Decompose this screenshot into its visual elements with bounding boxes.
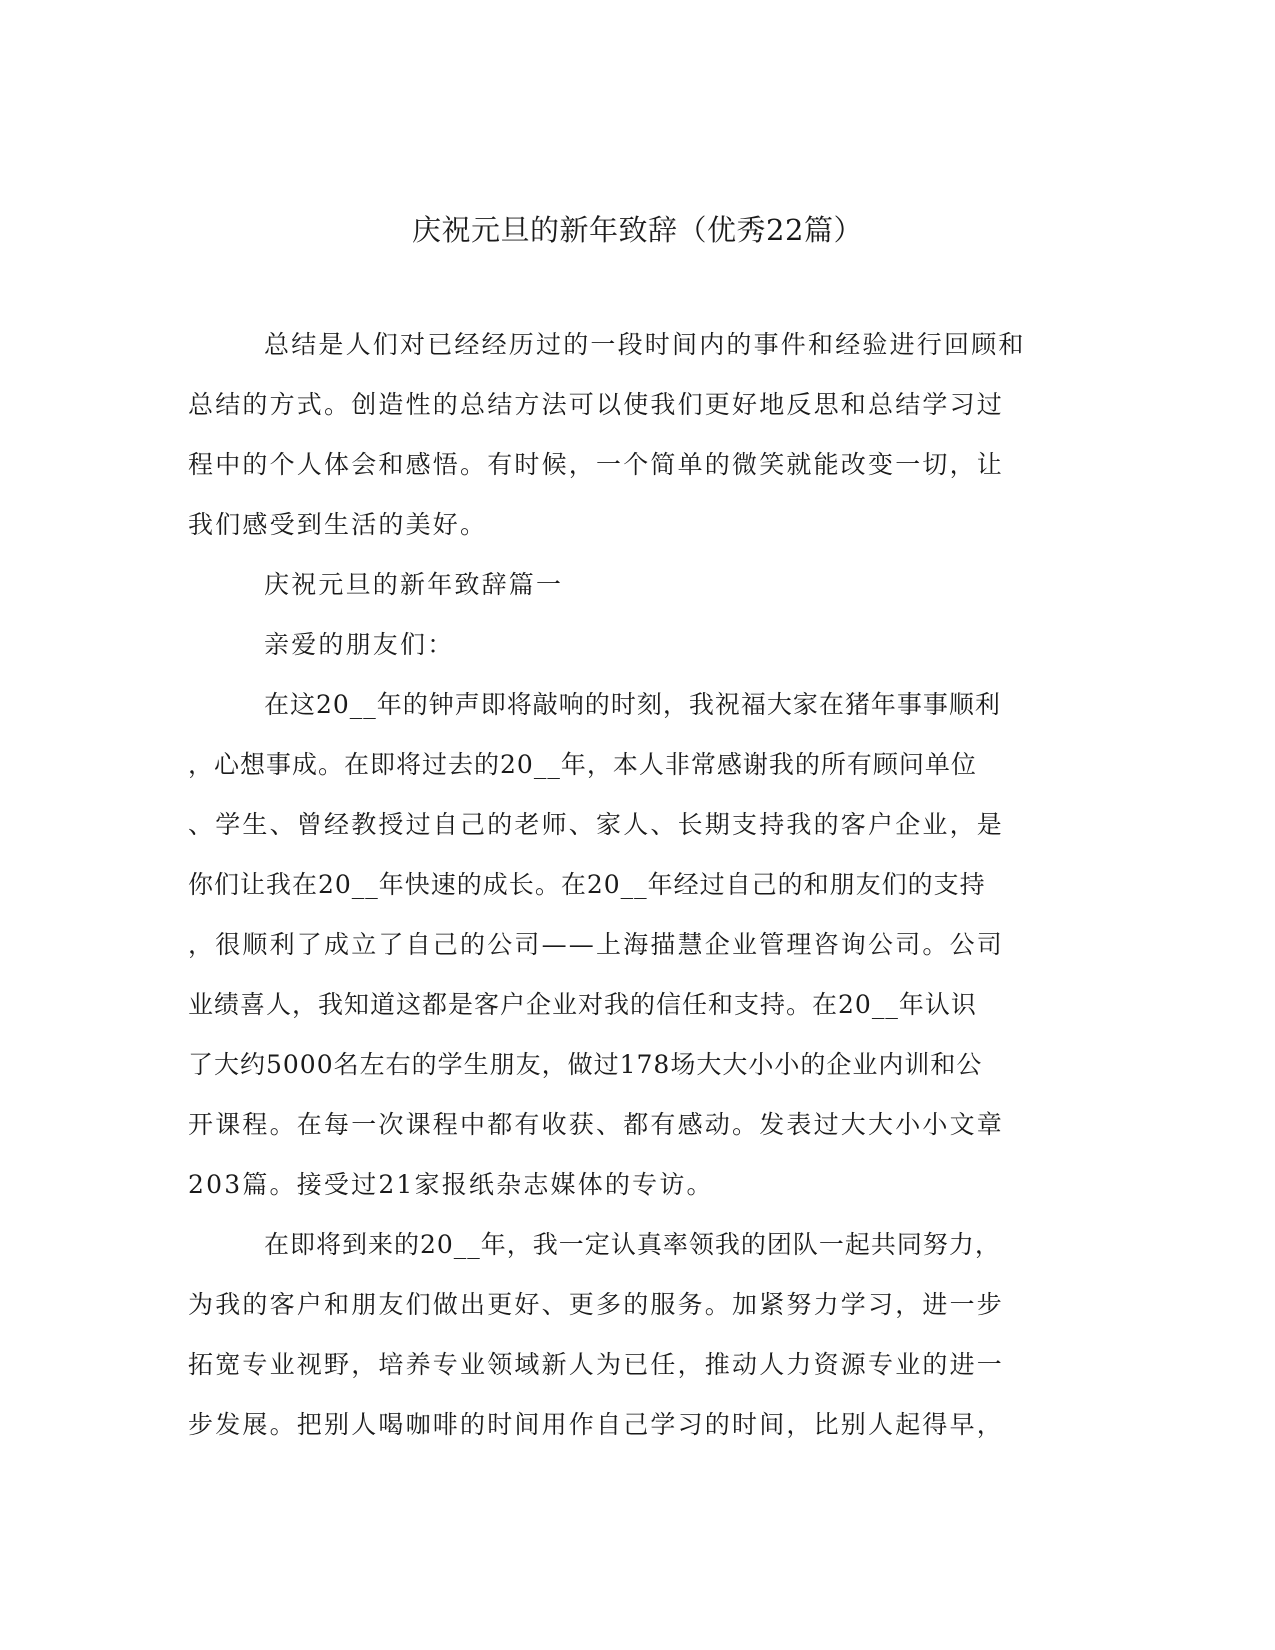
- paragraph-line: 步发展。把别人喝咖啡的时间用作自己学习的时间，比别人起得早，: [188, 1410, 1005, 1439]
- document-body: [188, 325, 1088, 1465]
- paragraph-line: 我们感受到生活的美好。: [188, 510, 488, 539]
- section-heading: 庆祝元旦的新年致辞篇一: [264, 570, 564, 599]
- document-title: 庆祝元旦的新年致辞（优秀22篇）: [412, 213, 863, 247]
- paragraph-line: 总结的方式。创造性的总结方法可以使我们更好地反思和总结学习过: [188, 390, 1005, 419]
- paragraph-line: 了大约5000名左右的学生朋友，做过178场大大小小的企业内训和公: [188, 1050, 983, 1079]
- paragraph-line: 、学生、曾经教授过自己的老师、家人、长期支持我的客户企业，是: [188, 810, 1005, 839]
- paragraph-line: 开课程。在每一次课程中都有收获、都有感动。发表过大大小小文章: [188, 1110, 1005, 1139]
- paragraph-line: 在这20__年的钟声即将敲响的时刻，我祝福大家在猪年事事顺利: [264, 690, 1001, 719]
- paragraph-line: 为我的客户和朋友们做出更好、更多的服务。加紧努力学习，进一步: [188, 1290, 1005, 1319]
- paragraph-line: ，很顺利了成立了自己的公司——上海描慧企业管理咨询公司。公司: [188, 930, 1005, 959]
- paragraph-line: 总结是人们对已经经历过的一段时间内的事件和经验进行回顾和: [264, 330, 1026, 359]
- paragraph-line: 程中的个人体会和感悟。有时候，一个简单的微笑就能改变一切，让: [188, 450, 1005, 479]
- paragraph-line: 业绩喜人，我知道这都是客户企业对我的信任和支持。在20__年认识: [188, 990, 977, 1019]
- salutation: 亲爱的朋友们：: [264, 630, 455, 659]
- paragraph-line: 在即将到来的20__年，我一定认真率领我的团队一起共同努力，: [264, 1230, 1001, 1259]
- paragraph-line: 拓宽专业视野，培养专业领域新人为已任，推动人力资源专业的进一: [188, 1350, 1005, 1379]
- paragraph-line: 你们让我在20__年快速的成长。在20__年经过自己的和朋友们的支持: [188, 870, 986, 899]
- paragraph-line: ，心想事成。在即将过去的20__年，本人非常感谢我的所有顾问单位: [188, 750, 977, 779]
- paragraph-line: 203篇。接受过21家报纸杂志媒体的专访。: [188, 1170, 714, 1199]
